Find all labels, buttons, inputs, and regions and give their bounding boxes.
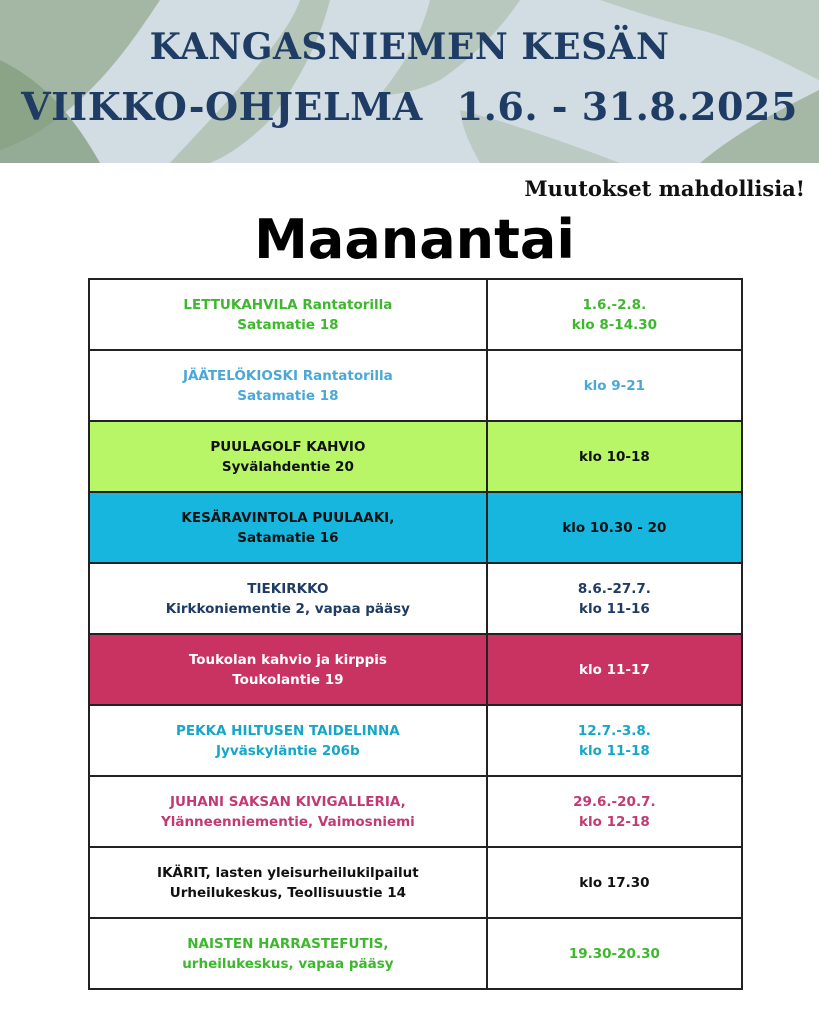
place-cell [89, 421, 487, 492]
place-cell [89, 492, 487, 563]
place-address: urheilukeskus, vapaa pääsy [182, 955, 394, 972]
time-cell [487, 492, 742, 563]
place-address: Jyväskyläntie 206b [216, 742, 360, 759]
header-title-line2 [0, 84, 819, 129]
place-address: Satamatie 18 [237, 316, 339, 333]
place-cell [89, 563, 487, 634]
time-hours: klo 9-21 [583, 377, 646, 394]
time-cell [487, 847, 742, 918]
place-name: Toukolan kahvio ja kirppis [188, 651, 387, 668]
place-address: Syvälahdentie 20 [221, 458, 354, 475]
time-cell [487, 634, 742, 705]
time-hours: klo 11-16 [578, 600, 650, 617]
place-name: JUHANI SAKSAN KIVIGALLERIA, [170, 793, 406, 810]
place-cell [89, 705, 487, 776]
time-dates: 8.6.-27.7. [577, 580, 651, 597]
place-address: Satamatie 16 [237, 529, 339, 546]
time-cell [487, 279, 742, 350]
schedule-table [88, 278, 743, 990]
place-name: PEKKA HILTUSEN TAIDELINNA [176, 722, 400, 739]
table-row [89, 279, 742, 350]
place-name: LETTUKAHVILA Rantatorilla [183, 296, 393, 313]
place-name: KESÄRAVINTOLA PUULAAKI, [181, 509, 395, 526]
time-hours: klo 11-17 [578, 661, 650, 678]
time-cell [487, 705, 742, 776]
time-cell [487, 421, 742, 492]
table-row [89, 634, 742, 705]
place-cell [89, 279, 487, 350]
place-address: Kirkkoniementie 2, vapaa pääsy [165, 600, 410, 617]
table-row [89, 705, 742, 776]
place-name: JÄÄTELÖKIOSKI Rantatorilla [182, 367, 393, 384]
table-row [89, 847, 742, 918]
time-hours: klo 11-18 [578, 742, 650, 759]
time-hours: klo 17.30 [579, 874, 650, 891]
place-address: Toukolantie 19 [232, 671, 344, 688]
place-name: PUULAGOLF KAHVIO [210, 438, 366, 455]
time-hours: klo 10.30 - 20 [562, 519, 667, 536]
header-title-line1: KANGASNIEMEN KESÄN [149, 26, 670, 68]
time-cell [487, 563, 742, 634]
time-dates: 12.7.-3.8. [577, 722, 651, 739]
lake-landscape-image [0, 0, 819, 163]
place-address: Ylänneenniementie, Vaimosniemi [160, 813, 415, 830]
time-dates: 1.6.-2.8. [582, 296, 647, 313]
table-row [89, 563, 742, 634]
place-cell [89, 918, 487, 989]
day-heading: Maanantai [254, 208, 575, 271]
time-cell [487, 918, 742, 989]
header-banner [0, 0, 819, 163]
place-name: TIEKIRKKO [247, 580, 329, 597]
table-row [89, 918, 742, 989]
time-dates: 29.6.-20.7. [573, 793, 656, 810]
place-name: NAISTEN HARRASTEFUTIS, [187, 935, 389, 952]
time-hours: klo 12-18 [578, 813, 650, 830]
place-address: Urheilukeskus, Teollisuustie 14 [169, 884, 406, 901]
place-cell [89, 776, 487, 847]
table-row [89, 492, 742, 563]
time-hours: 19.30-20.30 [568, 945, 660, 962]
time-cell [487, 776, 742, 847]
place-cell [89, 634, 487, 705]
program-dates: 1.6. - 31.8.2025 [456, 84, 798, 129]
table-row [89, 350, 742, 421]
place-cell [89, 847, 487, 918]
time-hours: klo 10-18 [578, 448, 650, 465]
program-name: VIIKKO-OHJELMA [21, 84, 423, 129]
time-hours: klo 8-14.30 [571, 316, 658, 333]
place-name: IKÄRIT, lasten yleisurheilukilpailut [157, 864, 419, 881]
table-row [89, 776, 742, 847]
place-address: Satamatie 18 [237, 387, 339, 404]
time-cell [487, 350, 742, 421]
place-cell [89, 350, 487, 421]
table-row [89, 421, 742, 492]
changes-notice: Muutokset mahdollisia! [524, 176, 805, 201]
